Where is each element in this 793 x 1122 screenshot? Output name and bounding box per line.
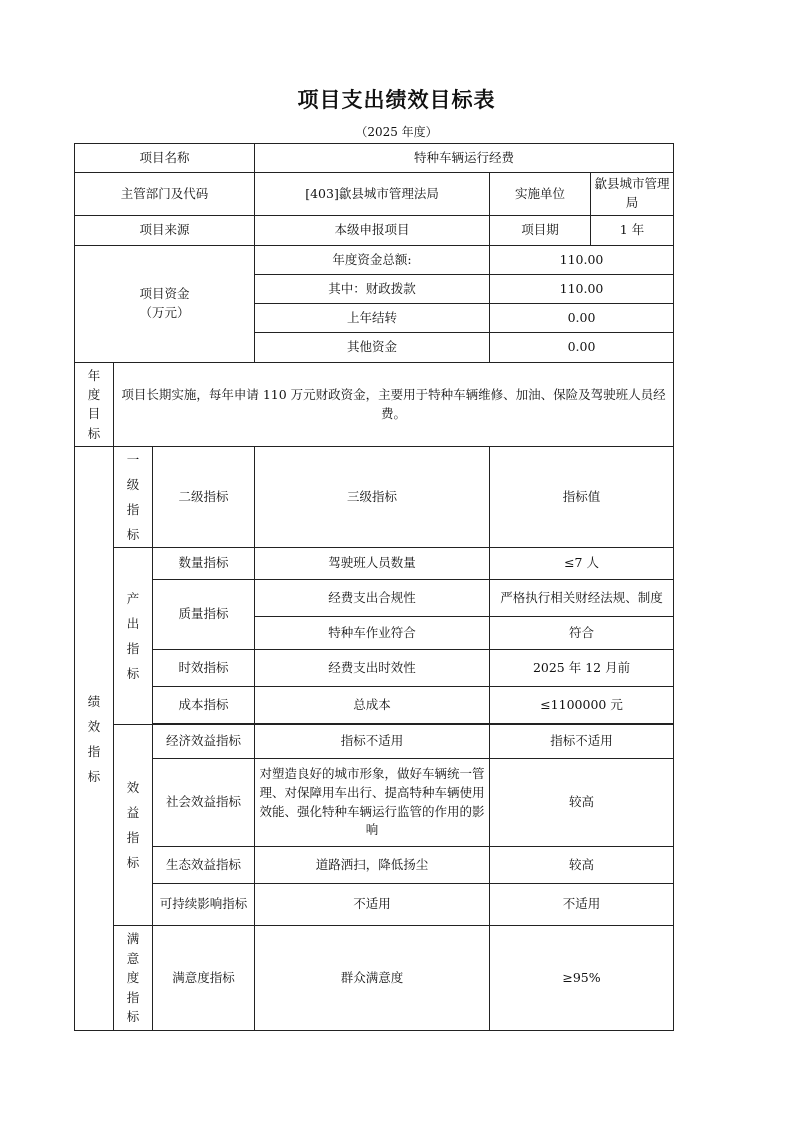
implementing-unit-value: 歙县城市管理局 — [591, 173, 674, 216]
source-row — [75, 216, 674, 246]
level2-cell: 成本指标 — [153, 687, 255, 724]
funds-row — [75, 246, 674, 275]
level2-cell: 质量指标 — [153, 580, 255, 650]
annual-goal-label-text: 年度目标 — [87, 367, 101, 441]
annual-goal-label — [75, 363, 114, 447]
level3-cell: 总成本 — [255, 687, 490, 724]
project-source-label: 项目来源 — [75, 216, 255, 246]
level3-cell: 特种车作业符合 — [255, 617, 490, 650]
level3-cell: 驾驶班人员数量 — [255, 548, 490, 580]
level3-cell: 经费支出合规性 — [255, 580, 490, 617]
funds-item-label: 其他资金 — [255, 333, 490, 363]
value-cell: 较高 — [490, 759, 674, 847]
indicator-row — [75, 759, 674, 847]
level2-header: 二级指标 — [153, 447, 255, 548]
indicator-row — [75, 926, 674, 1031]
indicator-row — [75, 884, 674, 926]
funds-unit: （万元） — [139, 305, 190, 320]
benefit-indicator-label: 效益指标 — [126, 780, 140, 870]
value-cell: 指标不适用 — [490, 725, 674, 759]
benefit-indicator-group — [114, 725, 153, 926]
value-cell: 较高 — [490, 847, 674, 884]
indicator-header-row — [75, 447, 674, 548]
funds-item-value: 110.00 — [490, 275, 674, 304]
output-indicator-label: 产出指标 — [126, 591, 140, 681]
project-name-value: 特种车辆运行经费 — [255, 144, 674, 173]
project-period-value: 1 年 — [591, 216, 674, 246]
value-header: 指标值 — [490, 447, 674, 548]
funds-item-label: 年度资金总额: — [255, 246, 490, 275]
level1-header-text: 一级指标 — [126, 452, 140, 542]
indicator-row — [75, 650, 674, 687]
level2-cell: 数量指标 — [153, 548, 255, 580]
level2-cell: 经济效益指标 — [153, 725, 255, 759]
indicator-row — [75, 725, 674, 759]
indicator-row — [75, 580, 674, 617]
level2-cell: 可持续影响指标 — [153, 884, 255, 926]
level2-cell: 生态效益指标 — [153, 847, 255, 884]
value-cell: 2025 年 12 月前 — [490, 650, 674, 687]
funds-item-value: 0.00 — [490, 333, 674, 363]
project-name-label: 项目名称 — [75, 144, 255, 173]
project-name-row — [75, 144, 674, 173]
level3-cell: 经费支出时效性 — [255, 650, 490, 687]
funds-title: 项目资金 — [139, 286, 190, 302]
level3-cell: 道路洒扫，降低扬尘 — [255, 847, 490, 884]
level2-cell: 社会效益指标 — [153, 759, 255, 847]
level3-cell: 群众满意度 — [255, 926, 490, 1031]
project-period-label: 项目期 — [490, 216, 591, 246]
level2-cell: 满意度指标 — [153, 926, 255, 1031]
level3-cell: 不适用 — [255, 884, 490, 926]
funds-item-label: 其中：财政拨款 — [255, 275, 490, 304]
annual-goal-text: 项目长期实施，每年申请 110 万元财政资金，主要用于特种车辆维修、加油、保险及驾驶班人员经费。 — [114, 363, 674, 447]
level3-header: 三级指标 — [255, 447, 490, 548]
value-cell: ≥95% — [490, 926, 674, 1031]
value-cell: ≤1100000 元 — [490, 687, 674, 724]
satisfaction-indicator-label: 满意度指标 — [126, 931, 140, 1024]
department-value: [403]歙县城市管理法局 — [255, 173, 490, 216]
level3-cell: 指标不适用 — [255, 725, 490, 759]
indicator-row — [75, 687, 674, 724]
level1-header — [114, 447, 153, 548]
value-cell: 严格执行相关财经法规、制度 — [490, 580, 674, 617]
department-label: 主管部门及代码 — [75, 173, 255, 216]
department-row — [75, 173, 674, 216]
level3-cell: 对塑造良好的城市形象，做好车辆统一管理、对保障用车出行、提高特种车辆使用效能、强化特种车辆运行监管的作用的影响 — [255, 759, 490, 847]
funds-item-value: 110.00 — [490, 246, 674, 275]
performance-goal-table — [74, 143, 674, 1031]
project-funds-label — [75, 246, 255, 363]
level2-cell: 时效指标 — [153, 650, 255, 687]
page-title: 项目支出绩效目标表 — [297, 88, 496, 112]
implementing-unit-label: 实施单位 — [490, 173, 591, 216]
value-cell: ≤7 人 — [490, 548, 674, 580]
project-source-value: 本级申报项目 — [255, 216, 490, 246]
funds-item-value: 0.00 — [490, 304, 674, 333]
performance-indicator-label: 绩效指标 — [87, 693, 101, 784]
satisfaction-indicator-group — [114, 926, 153, 1031]
indicator-row — [75, 548, 674, 580]
output-indicator-group — [114, 548, 153, 725]
value-cell: 符合 — [490, 617, 674, 650]
performance-indicator-group — [75, 447, 114, 1031]
indicator-row — [75, 847, 674, 884]
value-cell: 不适用 — [490, 884, 674, 926]
fiscal-year: （2025 年度） — [355, 125, 438, 139]
funds-item-label: 上年结转 — [255, 304, 490, 333]
annual-goal-row — [75, 363, 674, 447]
